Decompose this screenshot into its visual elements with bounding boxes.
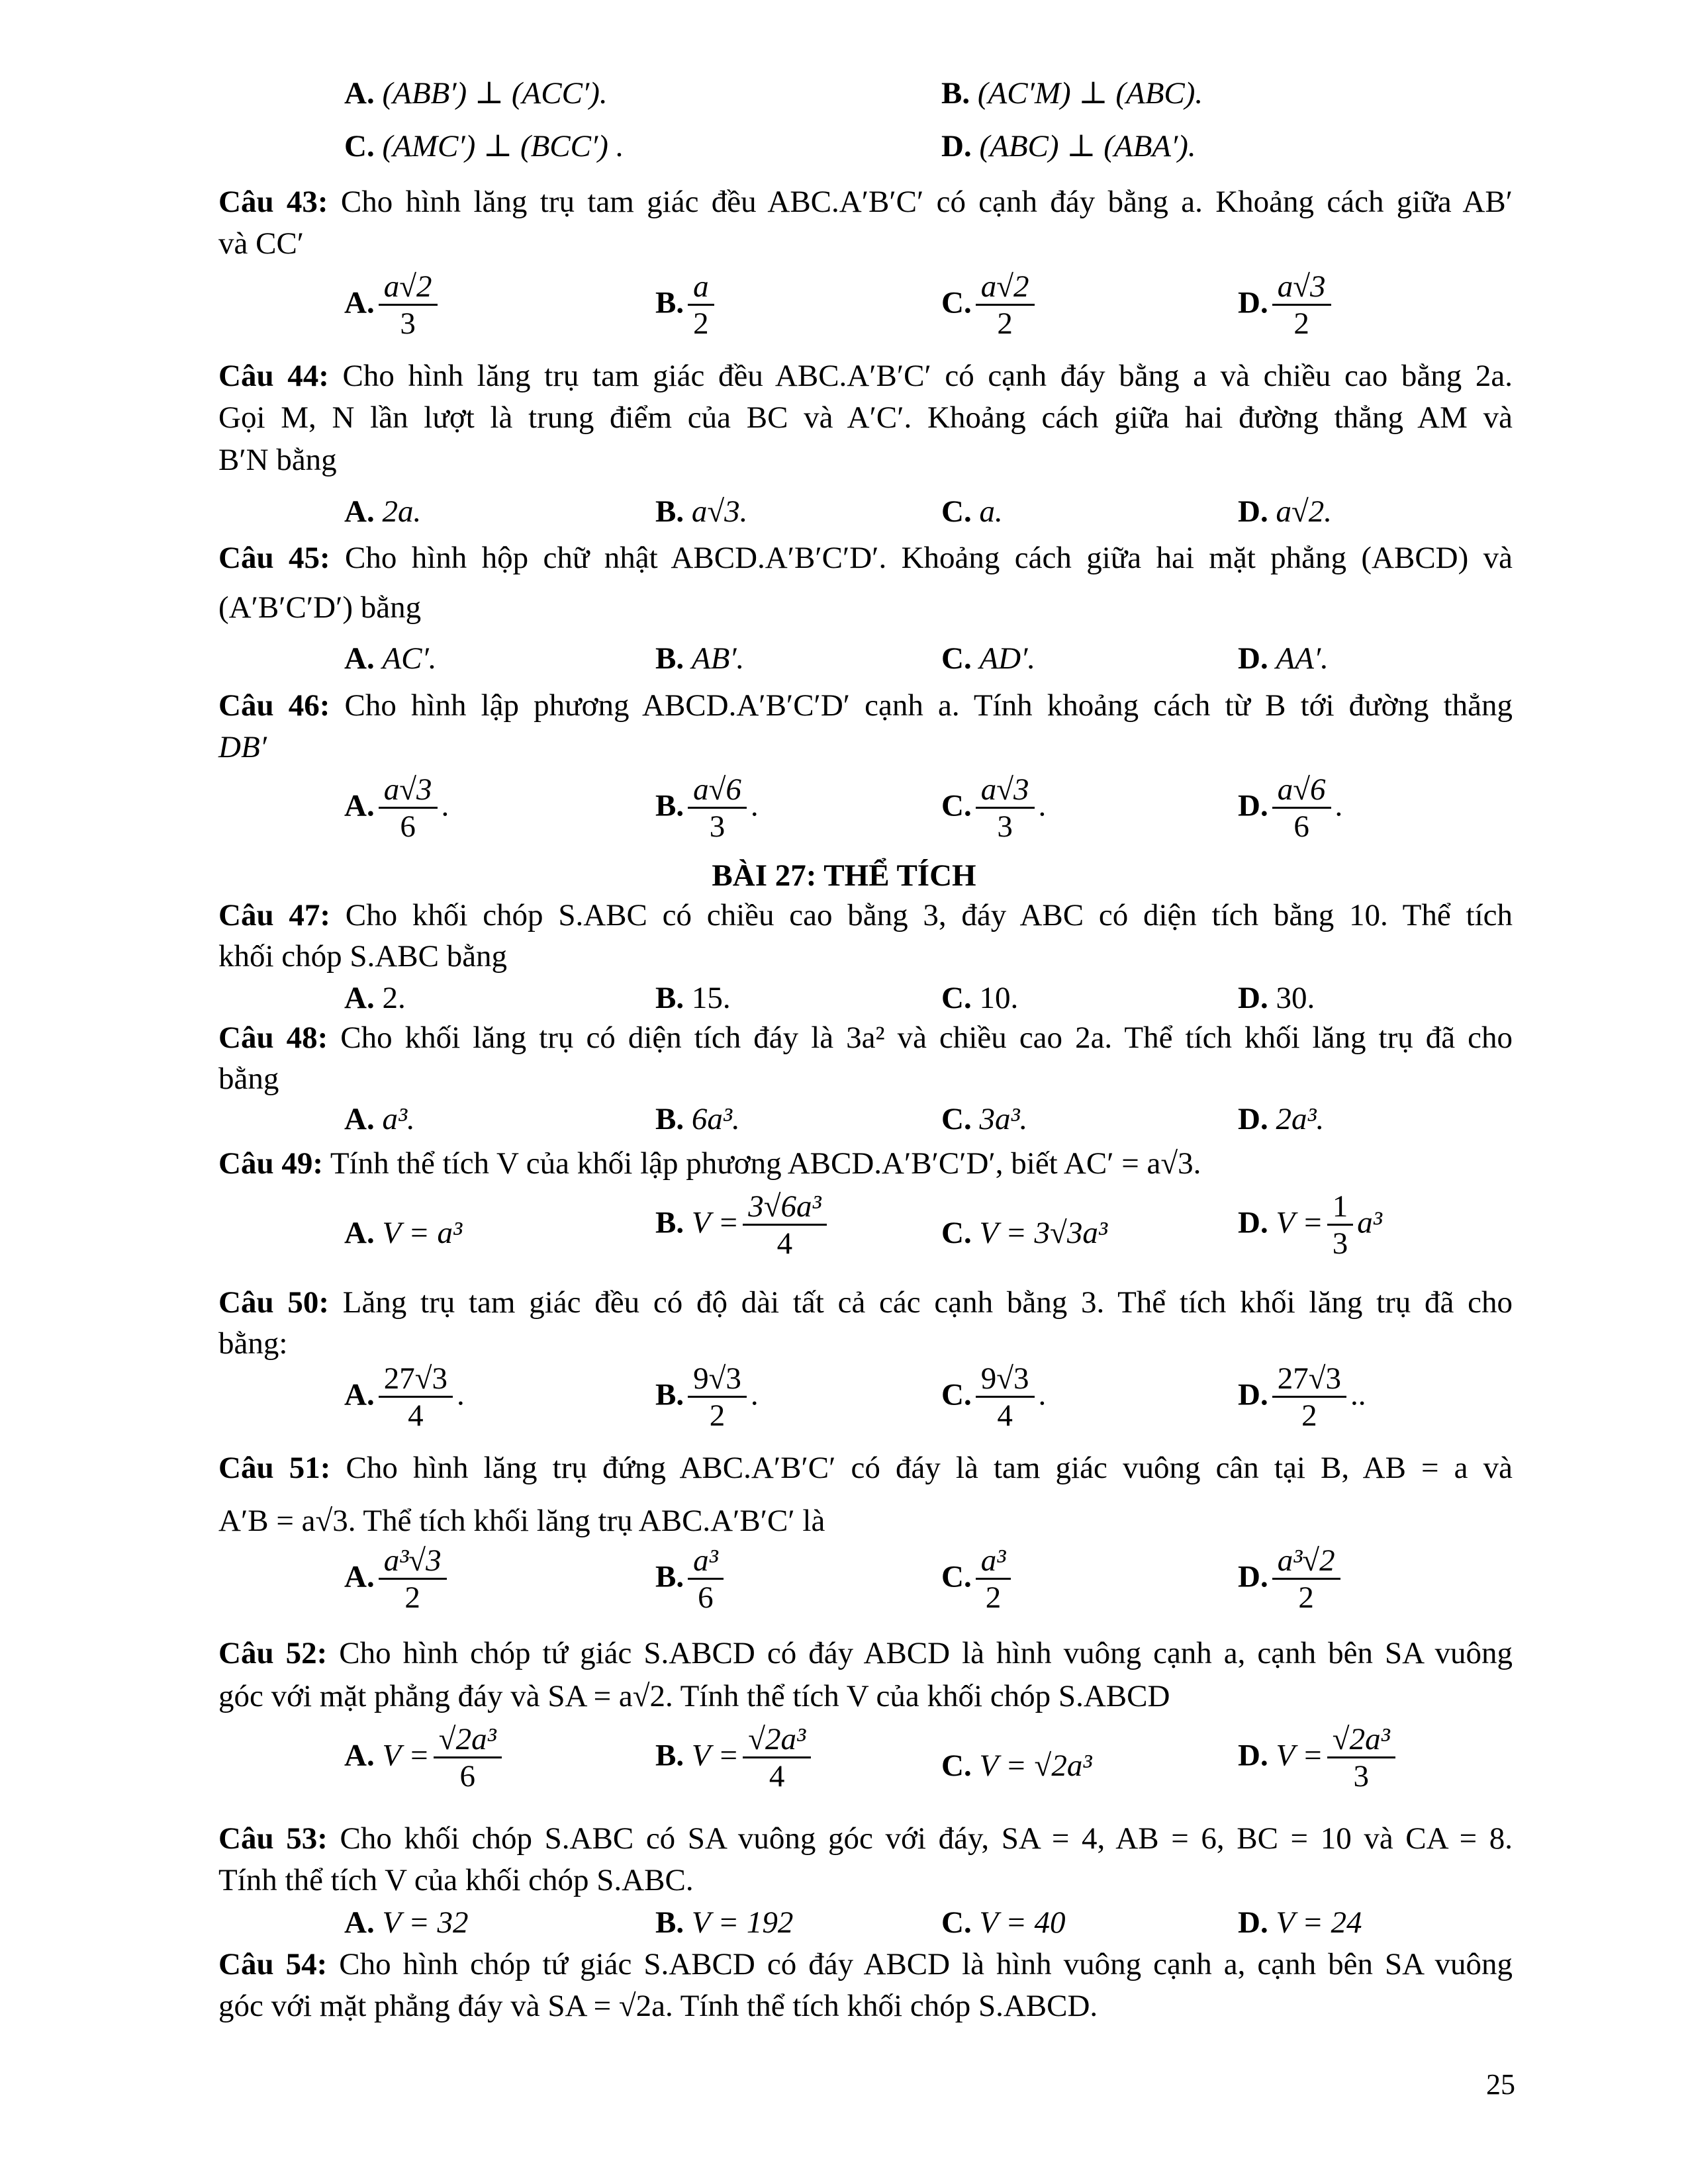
page-number: 25 bbox=[1486, 2068, 1515, 2101]
q43-option-c: C. $\frac{a√2}{2}$ bbox=[941, 271, 1039, 340]
q50-option-a: A. $\frac{27√3}{4}$ . bbox=[344, 1361, 465, 1433]
fraction: $\frac{a√6}{6}$ bbox=[1272, 774, 1331, 842]
q43-options bbox=[0, 271, 1688, 357]
q54-stem-line-2: góc với mặt phẳng đáy và SA = √2a. Tính thể tích khối chóp S.ABCD. bbox=[218, 1989, 1098, 2023]
q50-stem-line-2: bằng: bbox=[218, 1326, 288, 1361]
q50-option-c: C. $\frac{9√3}{4}$ . bbox=[941, 1361, 1047, 1433]
q45-option-c: C. AD′. bbox=[941, 641, 1036, 676]
q52-options bbox=[0, 1724, 1688, 1810]
fraction: $\frac{9√3}{4}$ bbox=[976, 1363, 1035, 1432]
fraction: $\frac{9√3}{2}$ bbox=[688, 1363, 747, 1432]
q43-option-d: D. $\frac{a√3}{2}$ bbox=[1238, 271, 1335, 340]
q49-stem-line-1: Câu 49: Tính thể tích V của khối lập phương ABCD.A′B′C′D′, biết AC′ = a√3. bbox=[218, 1146, 1201, 1181]
q45-option-a: A. AC′. bbox=[344, 641, 437, 676]
q47-option-a: A. 2. bbox=[344, 981, 406, 1015]
q44-stem-line-1: Câu 44: Cho hình lăng trụ tam giác đều ABC.A′B′C′ có cạnh đáy bằng a và chiều cao bằng 2a. bbox=[218, 359, 1513, 393]
q43-option-b: B. $\frac{a}{2}$ bbox=[655, 271, 718, 340]
q52-option-b: B. V = $\frac{\text{√2a³}}{4}$ bbox=[655, 1724, 815, 1792]
fraction: $\frac{a√6}{3}$ bbox=[688, 774, 747, 842]
q52-option-a: A. V = $\frac{\text{√2a³}}{6}$ bbox=[344, 1724, 506, 1792]
fraction: $\frac{27√3}{2}$ bbox=[1272, 1363, 1346, 1432]
q52-option-d: D. V = $\frac{\text{√2a³}}{3}$ bbox=[1238, 1724, 1399, 1792]
fraction: $\frac{\text{a³}}{2}$ bbox=[976, 1545, 1011, 1614]
q46-option-b: B. $\frac{a√6}{3}$ . bbox=[655, 772, 759, 844]
q48-option-b: B. 6a³. bbox=[655, 1102, 740, 1136]
fraction: $\frac{\text{3√6a³}}{4}$ bbox=[743, 1191, 826, 1259]
q47-option-b: B. 15. bbox=[655, 981, 731, 1015]
q53-option-c: C. V = 40 bbox=[941, 1905, 1066, 1940]
fraction: $\frac{\text{√2a³}}{4}$ bbox=[743, 1724, 811, 1792]
q44-option-d: D. a√2. bbox=[1238, 494, 1332, 529]
q49-option-b: B. V = $\frac{\text{3√6a³}}{4}$ bbox=[655, 1191, 831, 1259]
fraction: $\frac{a√3}{6}$ bbox=[379, 774, 438, 842]
q42-options-row-2 bbox=[0, 131, 1688, 184]
fraction: $\frac{a√2}{2}$ bbox=[976, 271, 1035, 340]
q51-option-c: C. $\frac{\text{a³}}{2}$ bbox=[941, 1545, 1015, 1614]
q46-options bbox=[0, 774, 1688, 860]
q51-stem-line-2: A′B = a√3. Thể tích khối lăng trụ ABC.A′B′C′ là bbox=[218, 1504, 825, 1538]
q42-option-a: A. (ABB′) ⊥ (ACC′). bbox=[344, 76, 608, 111]
q46-stem-line-2: DB′ bbox=[218, 730, 267, 764]
q51-option-a: A. $\frac{\text{a³√3}}{2}$ bbox=[344, 1545, 451, 1614]
q45-option-b: B. AB′. bbox=[655, 641, 745, 676]
q42-options-row-1 bbox=[0, 78, 1688, 131]
fraction: $\frac{\text{√2a³}}{6}$ bbox=[434, 1724, 502, 1792]
q52-stem-line-2: góc với mặt phẳng đáy và SA = a√2. Tính thể tích V của khối chóp S.ABCD bbox=[218, 1679, 1170, 1713]
q50-options bbox=[0, 1363, 1688, 1449]
fraction: $\frac{\text{a³}}{6}$ bbox=[688, 1545, 724, 1614]
q45-stem-line-2: (A′B′C′D′) bằng bbox=[218, 590, 422, 625]
fraction: $\frac{1}{3}$ bbox=[1327, 1191, 1354, 1259]
q48-stem-line-2: bằng bbox=[218, 1062, 279, 1096]
q53-stem-line-1: Câu 53: Cho khối chóp S.ABC có SA vuông góc với đáy, SA = 4, AB = 6, BC = 10 và CA = 8. bbox=[218, 1821, 1513, 1856]
fraction: $\frac{\text{√2a³}}{3}$ bbox=[1327, 1724, 1395, 1792]
q47-stem-line-2: khối chóp S.ABC bằng bbox=[218, 939, 508, 974]
q43-option-a: A. $\frac{a√2}{3}$ bbox=[344, 271, 442, 340]
q42-option-c: C. (AMC′) ⊥ (BCC′) . bbox=[344, 129, 624, 163]
q47-option-c: C. 10. bbox=[941, 981, 1019, 1015]
q49-option-d: D. V = $\frac{1}{3}$ a³ bbox=[1238, 1189, 1382, 1261]
q43-stem-line-1: Câu 43: Cho hình lăng trụ tam giác đều ABC.A′B′C′ có cạnh đáy bằng a. Khoảng cách giữa AB′ bbox=[218, 185, 1513, 219]
q42-option-d: D. (ABC) ⊥ (ABA′). bbox=[941, 129, 1196, 163]
q44-stem-line-2: Gọi M, N lần lượt là trung điểm của BC và A′C′. Khoảng cách giữa hai đường thẳng AM và bbox=[218, 400, 1513, 435]
q46-stem-line-1: Câu 46: Cho hình lập phương ABCD.A′B′C′D′ cạnh a. Tính khoảng cách từ B tới đường thẳng bbox=[218, 688, 1513, 723]
q46-option-c: C. $\frac{a√3}{3}$ . bbox=[941, 772, 1047, 844]
q51-options bbox=[0, 1545, 1688, 1631]
q44-option-c: C. a. bbox=[941, 494, 1003, 529]
q50-option-d: D. $\frac{27√3}{2}$ .. bbox=[1238, 1361, 1366, 1433]
q48-option-a: A. a³. bbox=[344, 1102, 415, 1136]
q46-option-a: A. $\frac{a√3}{6}$ . bbox=[344, 772, 449, 844]
q51-option-d: D. $\frac{\text{a³√2}}{2}$ bbox=[1238, 1545, 1344, 1614]
q44-option-a: A. 2a. bbox=[344, 494, 422, 529]
section-title: BÀI 27: THỂ TÍCH bbox=[712, 858, 976, 893]
q45-stem-line-1: Câu 45: Cho hình hộp chữ nhật ABCD.A′B′C′D′. Khoảng cách giữa hai mặt phẳng (ABCD) và bbox=[218, 541, 1513, 575]
fraction: $\frac{a√3}{3}$ bbox=[976, 774, 1035, 842]
q50-stem-line-1: Câu 50: Lăng trụ tam giác đều có độ dài tất cả các cạnh bằng 3. Thể tích khối lăng trụ đã cho bbox=[218, 1285, 1513, 1320]
q47-stem-line-1: Câu 47: Cho khối chóp S.ABC có chiều cao bằng 3, đáy ABC có diện tích bằng 10. Thể tích bbox=[218, 898, 1513, 933]
q53-option-a: A. V = 32 bbox=[344, 1905, 469, 1940]
q44-option-b: B. a√3. bbox=[655, 494, 748, 529]
q48-option-d: D. 2a³. bbox=[1238, 1102, 1325, 1136]
q51-stem-line-1: Câu 51: Cho hình lăng trụ đứng ABC.A′B′C′ có đáy là tam giác vuông cân tại B, AB = a và bbox=[218, 1451, 1513, 1485]
q42-option-b: B. (AC′M) ⊥ (ABC). bbox=[941, 76, 1203, 111]
q45-option-d: D. AA′. bbox=[1238, 641, 1329, 676]
q53-stem-line-2: Tính thể tích V của khối chóp S.ABC. bbox=[218, 1863, 694, 1897]
q52-option-c: C. V = √2a³ bbox=[941, 1749, 1092, 1783]
q54-stem-line-1: Câu 54: Cho hình chóp tứ giác S.ABCD có đáy ABCD là hình vuông cạnh a, cạnh bên SA vuông bbox=[218, 1947, 1513, 1981]
fraction: $\frac{a√2}{3}$ bbox=[379, 271, 438, 340]
q47-option-d: D. 30. bbox=[1238, 981, 1315, 1015]
q44-stem-line-3: B′N bằng bbox=[218, 443, 337, 477]
q48-option-c: C. 3a³. bbox=[941, 1102, 1028, 1136]
q48-stem-line-1: Câu 48: Cho khối lăng trụ có diện tích đáy là 3a² và chiều cao 2a. Thể tích khối lăng trụ đã cho bbox=[218, 1021, 1513, 1055]
fraction: $\frac{\text{a³√3}}{2}$ bbox=[379, 1545, 447, 1614]
q43-stem-line-2: và CC′ bbox=[218, 226, 305, 261]
q49-options bbox=[0, 1191, 1688, 1277]
fraction: $\frac{a√3}{2}$ bbox=[1272, 271, 1331, 340]
q53-option-b: B. V = 192 bbox=[655, 1905, 794, 1940]
fraction: $\frac{a}{2}$ bbox=[688, 271, 714, 340]
q53-option-d: D. V = 24 bbox=[1238, 1905, 1362, 1940]
q49-option-a: A. V = a³ bbox=[344, 1216, 463, 1250]
q50-option-b: B. $\frac{9√3}{2}$ . bbox=[655, 1361, 759, 1433]
q49-option-c: C. V = 3√3a³ bbox=[941, 1216, 1107, 1250]
q51-option-b: B. $\frac{\text{a³}}{6}$ bbox=[655, 1545, 727, 1614]
q46-option-d: D. $\frac{a√6}{6}$ . bbox=[1238, 772, 1343, 844]
fraction: $\frac{27√3}{4}$ bbox=[379, 1363, 453, 1432]
fraction: $\frac{\text{a³√2}}{2}$ bbox=[1272, 1545, 1340, 1614]
q52-stem-line-1: Câu 52: Cho hình chóp tứ giác S.ABCD có đáy ABCD là hình vuông cạnh a, cạnh bên SA vuông bbox=[218, 1636, 1513, 1670]
